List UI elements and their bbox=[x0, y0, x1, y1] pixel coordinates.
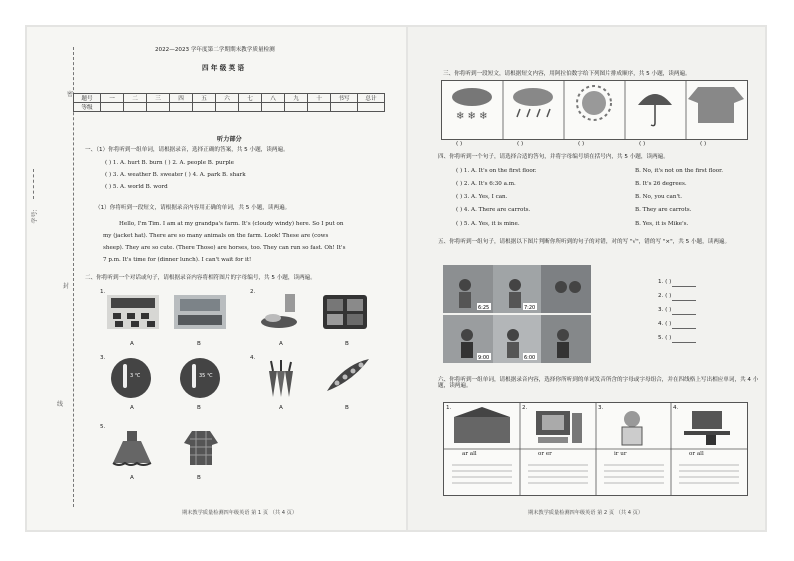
letter-options: ir ur bbox=[614, 451, 627, 457]
score-header-cell: 五 bbox=[193, 94, 216, 103]
temperature-label: 35 ℃ bbox=[199, 373, 213, 379]
score-grade-cell[interactable] bbox=[285, 103, 308, 112]
answer-underline bbox=[672, 342, 696, 343]
score-header-cell: 十 bbox=[308, 94, 331, 103]
choice-b: B bbox=[197, 405, 201, 411]
score-table bbox=[73, 93, 385, 112]
score-grade-cell[interactable] bbox=[147, 103, 170, 112]
four-line-grid bbox=[452, 465, 739, 483]
rainy-picture bbox=[513, 88, 553, 117]
item-number: 1. bbox=[446, 405, 452, 411]
snowy-picture bbox=[452, 88, 492, 122]
score-header-cell: 三 bbox=[147, 94, 170, 103]
shirt-picture bbox=[184, 429, 218, 467]
letter-options: or er bbox=[538, 451, 552, 457]
q4-option-b: B. Yes, it is Mike's. bbox=[635, 221, 689, 227]
score-grade-label: 等级 bbox=[74, 103, 101, 112]
item-number: 1. bbox=[100, 289, 106, 295]
q6-instructions: 六、你将听到一组单词，请根据录音内容，选择你所听到的单词发音所含的字母或字母组合，并在四线格上写出相应单词，共 4 小题，读两遍。 bbox=[438, 377, 759, 390]
q4-option-b: B. No, you can't. bbox=[635, 194, 683, 200]
breakfast-picture bbox=[259, 292, 301, 330]
answer-underline bbox=[672, 314, 696, 315]
meeting-room-picture bbox=[174, 295, 226, 329]
dress-picture bbox=[111, 429, 153, 467]
q4-option-b: B. It's 26 degrees. bbox=[635, 181, 687, 187]
page-title: 四 年 级 英 语 bbox=[202, 64, 245, 72]
exam-paper-photo bbox=[25, 25, 767, 532]
score-header-cell: 二 bbox=[124, 94, 147, 103]
answer-underline bbox=[672, 328, 696, 329]
choice-b: B bbox=[197, 341, 201, 347]
classroom-picture bbox=[107, 295, 159, 329]
daily-routine-pictures bbox=[443, 265, 593, 365]
judge-answer[interactable]: 3. ( ) bbox=[658, 307, 672, 313]
score-header-cell: 四 bbox=[170, 94, 193, 103]
clock-time-label: 6:00 bbox=[524, 355, 536, 361]
score-grade-cell[interactable] bbox=[308, 103, 331, 112]
weather-pictures bbox=[442, 81, 747, 139]
clock-time-label: 9:00 bbox=[478, 355, 490, 361]
page-1 bbox=[27, 27, 406, 530]
q4-option-a: ( ) 4. A. There are carrots. bbox=[456, 207, 531, 213]
seal-label: 线 bbox=[57, 401, 64, 408]
q2-instructions: 二、你将听到一个对话或句子，请根据录音内容将相符图片的字母编号，共 5 小题，读两遍。 bbox=[85, 275, 316, 281]
passage-line: Hello, I'm Tim. I am at my grandpa's farm. It's (cloudy windy) here. So I put on bbox=[119, 221, 344, 227]
choice-a: A bbox=[130, 405, 134, 411]
score-grade-cell[interactable] bbox=[193, 103, 216, 112]
q4-option-a: ( ) 1. A. It's on the first floor. bbox=[456, 168, 537, 174]
passage-line: sheep). They are so cute. (There Those) are horses, too. They can run so fast. Oh! It's bbox=[103, 245, 346, 251]
choice-a: A bbox=[279, 405, 283, 411]
score-header-cell: 七 bbox=[239, 94, 262, 103]
q1-options-row: ( ) 1. A. hurt B. burn ( ) 2. A. people B. purple bbox=[105, 160, 234, 166]
choice-a: A bbox=[130, 341, 134, 347]
section-title: 听力部分 bbox=[217, 136, 242, 143]
score-grade-cell[interactable] bbox=[358, 103, 385, 112]
score-header-cell: 总计 bbox=[358, 94, 385, 103]
thermometer-hot-picture bbox=[180, 358, 220, 398]
choice-b: B bbox=[345, 405, 349, 411]
order-brackets[interactable]: ( ) bbox=[517, 141, 524, 147]
passage-line: 7 p.m. It's time for (dinner lunch). I can't wait for it! bbox=[103, 257, 252, 263]
judge-answer[interactable]: 5. ( ) bbox=[658, 335, 672, 341]
score-header-cell: 书写 bbox=[331, 94, 358, 103]
student-id-label: 学号: bbox=[31, 209, 39, 224]
score-grade-cell[interactable] bbox=[170, 103, 193, 112]
score-header-cell: 九 bbox=[285, 94, 308, 103]
choice-a: A bbox=[130, 475, 134, 481]
item-number: 5. bbox=[100, 424, 106, 430]
carrots-picture bbox=[263, 359, 297, 399]
sunny-picture bbox=[577, 86, 611, 120]
letter-options: ar all bbox=[462, 451, 477, 457]
q5-instructions: 五、你将听到一组句子，请根据以下图片判断你所听到的句子的对错，对的写 "√"，错的写 "×"，共 5 小题，读两遍。 bbox=[438, 239, 731, 245]
q1-options-row: ( ) 3. A. weather B. sweater ( ) 4. A. park B. shark bbox=[105, 172, 246, 178]
computer-picture bbox=[536, 411, 582, 443]
item-number: 3. bbox=[100, 355, 106, 361]
clock-time-label: 7:20 bbox=[524, 305, 536, 311]
order-brackets[interactable]: ( ) bbox=[700, 141, 707, 147]
page-footer: 期末教学质量检测四年级英语 第 2 页 （共 4 页） bbox=[528, 510, 644, 516]
weather-pictures-box bbox=[441, 80, 748, 140]
order-brackets[interactable]: ( ) bbox=[456, 141, 463, 147]
seal-label: 封 bbox=[63, 283, 70, 290]
judge-answer[interactable]: 2. ( ) bbox=[658, 293, 672, 299]
q1b-instructions: （1）你将听到一段短文，请根据录音内容用正确的单词，共 5 小题，读两遍。 bbox=[95, 205, 291, 211]
nurse-picture bbox=[622, 411, 642, 445]
score-grade-cell[interactable] bbox=[331, 103, 358, 112]
item-number: 3. bbox=[598, 405, 604, 411]
exam-header: 2022—2023 学年度第二学期期末教学质量检测 bbox=[155, 47, 275, 53]
answer-underline bbox=[672, 286, 696, 287]
q4-option-a: ( ) 2. A. It's 6:30 a.m. bbox=[456, 181, 516, 187]
item-number: 4. bbox=[250, 355, 256, 361]
score-grade-cell[interactable] bbox=[239, 103, 262, 112]
order-brackets[interactable]: ( ) bbox=[639, 141, 646, 147]
score-header-cell: 题号 bbox=[74, 94, 101, 103]
q4-instructions: 四、你将听到一个句子，请选择合适的答句，并将字母编号填在括号内，共 5 小题，读两遍。 bbox=[438, 154, 669, 160]
q4-option-a: ( ) 5. A. Yes, it is mine. bbox=[456, 221, 520, 227]
answer-underline bbox=[672, 300, 696, 301]
q4-option-b: B. They are carrots. bbox=[635, 207, 692, 213]
score-grade-cell[interactable] bbox=[124, 103, 147, 112]
score-grade-cell[interactable] bbox=[262, 103, 285, 112]
lunch-tray-picture bbox=[323, 295, 367, 329]
peas-picture bbox=[323, 355, 373, 395]
temperature-label: 3 ℃ bbox=[130, 373, 141, 379]
letter-options: or all bbox=[689, 451, 704, 457]
item-number: 4. bbox=[673, 405, 679, 411]
choice-a: A bbox=[279, 341, 283, 347]
umbrella-picture bbox=[638, 94, 672, 126]
order-brackets[interactable]: ( ) bbox=[578, 141, 585, 147]
phonics-grid bbox=[443, 402, 748, 496]
q3-instructions: 三、你将听到一段短文，请根据短文内容，用阿拉伯数字给下列图片排成顺序，共 5 小题，读两遍。 bbox=[443, 71, 691, 77]
passage-line: my (jacket hat). There are so many animals on the farm. Look! These are (cows bbox=[103, 233, 329, 239]
page-footer: 期末教学质量检测四年级英语 第 1 页 （共 4 页） bbox=[182, 510, 298, 516]
score-header-cell: 八 bbox=[262, 94, 285, 103]
score-header-cell: 六 bbox=[216, 94, 239, 103]
judge-answer[interactable]: 4. ( ) bbox=[658, 321, 672, 327]
score-header-cell: 一 bbox=[101, 94, 124, 103]
item-number: 2. bbox=[250, 289, 256, 295]
t-shirt-picture bbox=[688, 87, 744, 123]
seal-label: 密 bbox=[67, 91, 74, 98]
farm-picture bbox=[454, 407, 510, 443]
desk-picture bbox=[684, 411, 730, 445]
choice-b: B bbox=[197, 475, 201, 481]
score-grade-cell[interactable] bbox=[101, 103, 124, 112]
q4-option-b: B. No, it's not on the first floor. bbox=[635, 168, 723, 174]
q1-options-row: ( ) 5. A. world B. word bbox=[105, 184, 168, 190]
judge-answer[interactable]: 1. ( ) bbox=[658, 279, 672, 285]
binding-line bbox=[33, 169, 34, 199]
seal-line bbox=[73, 47, 74, 507]
item-number: 2. bbox=[522, 405, 528, 411]
q1-instructions: 一、（1）你将听到一组单词，请根据录音，选择正确的答案，共 5 小题，读两遍。 bbox=[85, 147, 289, 153]
clock-time-label: 6:25 bbox=[478, 305, 490, 311]
phonics-pictures bbox=[444, 403, 747, 495]
score-grade-cell[interactable] bbox=[216, 103, 239, 112]
thermometer-cold-picture bbox=[111, 358, 151, 398]
q4-option-a: ( ) 3. A. Yes, I can. bbox=[456, 194, 508, 200]
choice-b: B bbox=[345, 341, 349, 347]
page-2 bbox=[408, 27, 765, 530]
svg-text:❄ ❄ ❄: ❄ ❄ ❄ bbox=[456, 111, 488, 122]
